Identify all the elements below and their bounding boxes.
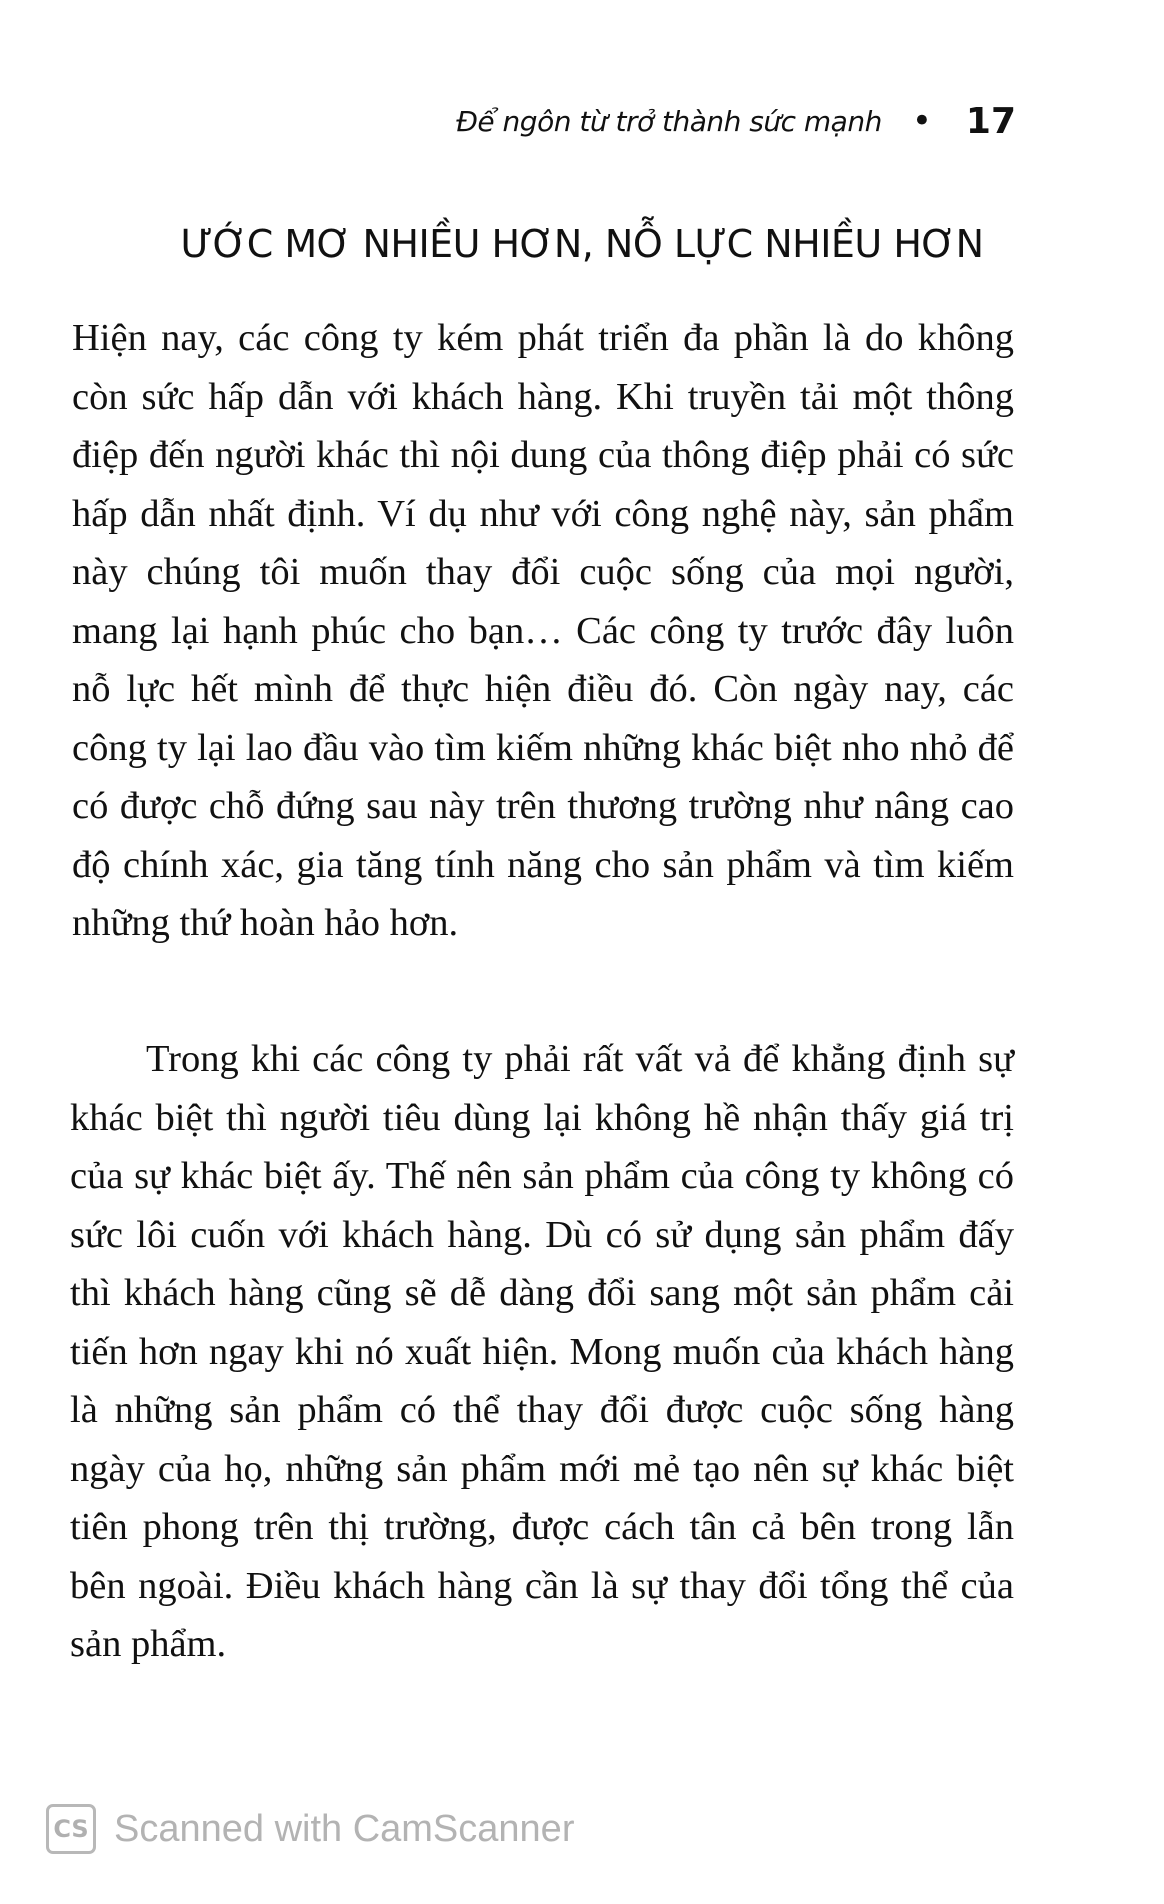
camscanner-logo-icon: CS xyxy=(46,1804,96,1854)
watermark-text: Scanned with CamScanner xyxy=(114,1807,575,1850)
page-number: 17 xyxy=(965,100,1016,142)
body-paragraph-1: Hiện nay, các công ty kém phát triển đa phần là do không còn sức hấp dẫn với khách hàng. Khi truyền tải một thông điệp đến người khác thì nội dung của thông điệp phải có sức hấp dẫn nhất định. Ví dụ như với công nghệ này, sản phẩm này chúng tôi muốn thay đổi cuộc sống của mọi người, mang lại hạnh phúc cho bạn… Các công ty trước đây luôn nỗ lực hết mình để thực hiện điều đó. Còn ngày nay, các công ty lại lao đầu vào tìm kiếm những khác biệt nho nhỏ để có được chỗ đứng sau này trên thương trường như nâng cao độ chính xác, gia tăng tính năng cho sản phẩm và tìm kiếm những thứ hoàn hảo hơn. xyxy=(72,317,1014,944)
header-separator: • xyxy=(911,101,932,141)
section-heading: ƯỚC MƠ NHIỀU HƠN, NỖ LỰC NHIỀU HƠN xyxy=(180,222,984,266)
running-header xyxy=(456,96,1016,146)
running-title: Để ngôn từ trở thành sức mạnh xyxy=(456,104,882,138)
body-paragraph-2: Trong khi các công ty phải rất vất vả để khẳng định sự khác biệt thì người tiêu dùng lại không hề nhận thấy giá trị của sự khác biệt ấy. Thế nên sản phẩm của công ty không có sức lôi cuốn với khách hàng. Dù có sử dụng sản phẩm đấy thì khách hàng cũng sẽ dễ dàng đổi sang một sản phẩm cải tiến hơn ngay khi nó xuất hiện. Mong muốn của khách hàng là những sản phẩm có thể thay đổi được cuộc sống hàng ngày của họ, những sản phẩm mới mẻ tạo nên sự khác biệt tiên phong trên thị trường, được cách tân cả bên trong lẫn bên ngoài. Điều khách hàng cần là sự thay đổi tổng thể của sản phẩm. xyxy=(70,1038,1014,1665)
camscanner-watermark xyxy=(46,1804,574,1854)
